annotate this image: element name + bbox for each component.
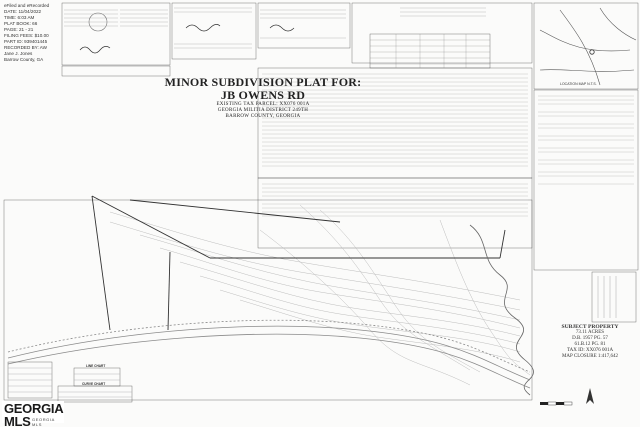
- zoning-signature: [270, 25, 294, 31]
- deed-book: D.B. 1957 PG. 57: [572, 336, 608, 342]
- plat-title-block: [150, 76, 376, 120]
- filing-line: PLAT BOOK: 66: [4, 21, 38, 26]
- filing-line: RECORDED BY: AW: [4, 45, 47, 50]
- contour-lines: [110, 205, 530, 385]
- plat-road-name: JB OWENS RD: [220, 88, 306, 102]
- logo-subtext: GEORGIA MLS: [32, 417, 55, 427]
- location-map-roads: [540, 8, 636, 85]
- plat-title: MINOR SUBDIVISION PLAT FOR:: [164, 75, 362, 89]
- filing-line: PAGE: 21 - 21: [4, 27, 34, 32]
- filing-line: DATE: 11/04/2022: [4, 9, 42, 14]
- filing-line: Jane J. Jones: [4, 51, 33, 56]
- curve-chart-table: [58, 386, 132, 402]
- location-map-label: LOCATION MAP N.T.S.: [560, 82, 597, 86]
- tax-id: TAX ID: XX076 001A: [566, 347, 614, 353]
- filing-line: Barrow County, GA: [4, 57, 44, 62]
- filing-line: FILING FEES: $10.00: [4, 33, 49, 38]
- subject-acreage: 73.11 ACRES: [575, 330, 605, 336]
- surveyor-certificate-box: [62, 3, 170, 65]
- side-title-strip: [592, 272, 636, 322]
- health-department-box: [172, 3, 256, 59]
- tax-parcel: EXISTING TAX PARCEL: XX076 001A: [216, 102, 310, 107]
- filing-line: eFiled and eRecorded: [4, 3, 50, 8]
- surveyor-signature: [80, 46, 110, 53]
- subject-property-block: [550, 324, 630, 359]
- county-state: BARROW COUNTY, GEORGIA: [225, 114, 301, 119]
- plat-book-reference: 61.B.12 PG. 81: [574, 342, 606, 347]
- georgia-mls-logo: [2, 401, 64, 427]
- filing-line: TIME: 6:03 AM: [4, 15, 35, 20]
- notes-column: [534, 90, 638, 270]
- location-map-frame: [534, 3, 638, 89]
- owner-signature-box: [62, 66, 170, 76]
- plat-frame: [4, 200, 532, 400]
- filing-line: PART ID: 939401445: [4, 39, 48, 44]
- line-chart-label: LINE CHART: [86, 364, 106, 368]
- north-arrow-icon: [586, 388, 594, 404]
- road-right-of-way: [8, 320, 530, 388]
- scale-bar: [540, 402, 572, 405]
- curve-chart-label: CURVE CHART: [82, 382, 106, 386]
- militia-district: GEORGIA MILITIA DISTRICT 249TH: [217, 108, 309, 113]
- logo-brand: GEORGIA MLS: [4, 401, 63, 427]
- health-signature: [186, 24, 220, 31]
- map-closure: MAP CLOSURE 1:417,642: [561, 353, 619, 359]
- flood-notes-box: [258, 178, 532, 248]
- subject-property-heading: SUBJECT PROPERTY: [561, 324, 619, 330]
- filing-stamp: [4, 3, 60, 63]
